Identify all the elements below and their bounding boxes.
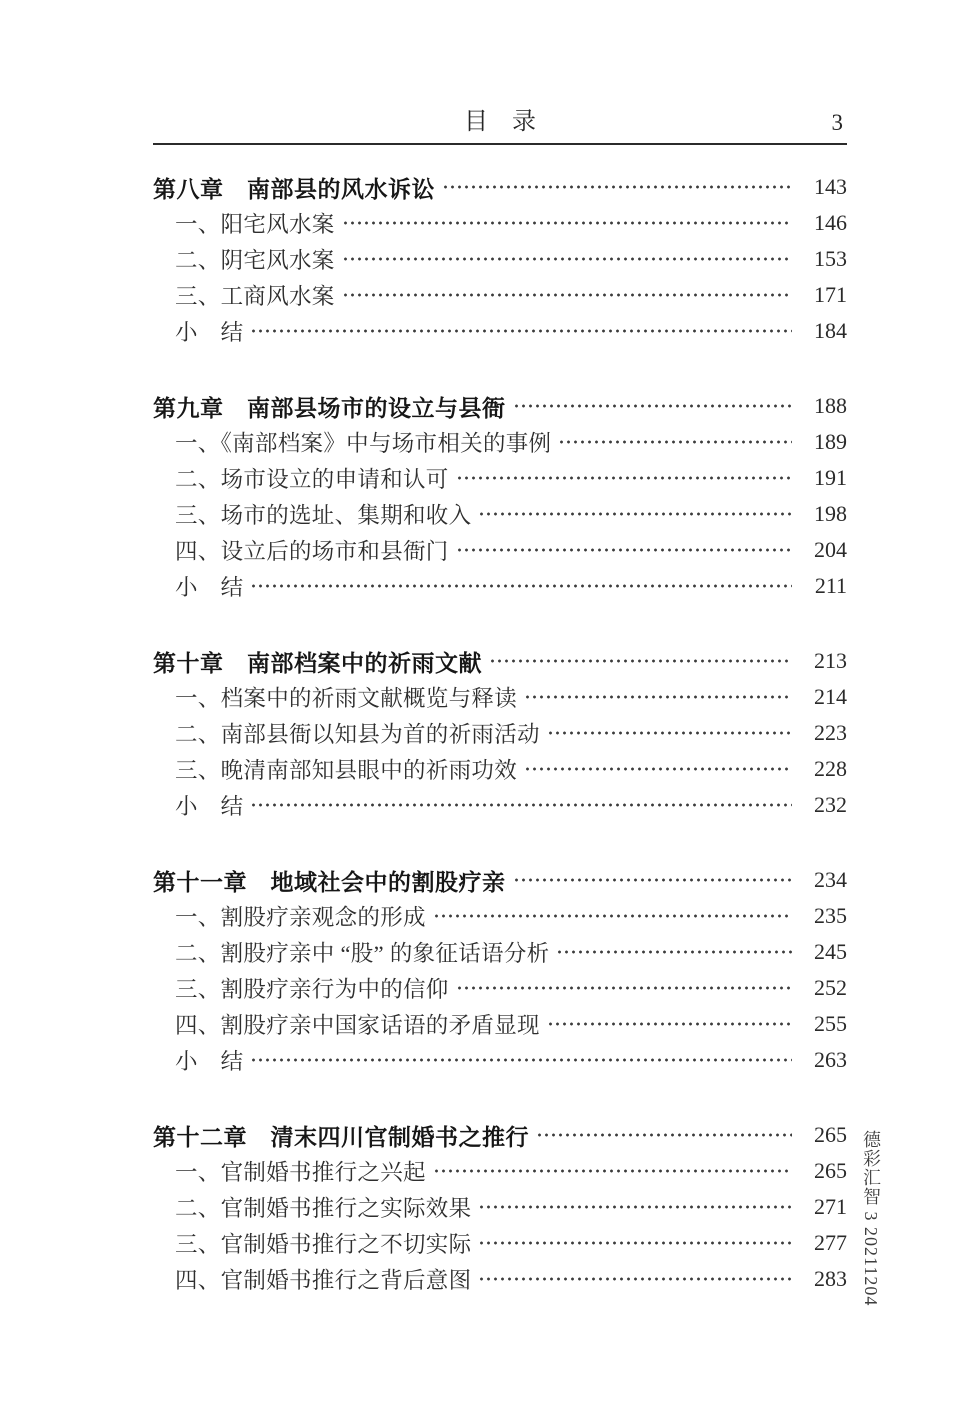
entry-title: 四、割股疗亲中国家话语的矛盾显现 xyxy=(175,1013,540,1038)
toc-entry-row xyxy=(153,679,847,715)
entry-page-number: 232 xyxy=(814,792,847,817)
toc-section xyxy=(153,862,847,1078)
entry-title: 二、阴宅风水案 xyxy=(175,248,335,273)
page-header xyxy=(153,108,847,145)
entry-title: 二、割股疗亲中 “股” 的象征话语分析 xyxy=(175,941,550,966)
entry-page-number: 283 xyxy=(814,1266,847,1291)
toc-chapter-row xyxy=(153,388,847,424)
toc-entry-row xyxy=(153,787,847,823)
toc-chapter-row xyxy=(153,643,847,679)
entry-page-number: 245 xyxy=(814,939,847,964)
toc-entry-row xyxy=(153,898,847,934)
toc-section xyxy=(153,643,847,823)
edge-vertical-watermark: 德彩汇智 3 20211204 xyxy=(861,1130,881,1307)
chapter-page-number: 188 xyxy=(814,393,847,418)
toc-entry-row xyxy=(153,1261,847,1297)
entry-page-number: 214 xyxy=(814,684,847,709)
entry-page-number: 223 xyxy=(814,720,847,745)
entry-page-number: 211 xyxy=(814,573,847,598)
toc-entry-row xyxy=(153,1189,847,1225)
toc-entry-row xyxy=(153,934,847,970)
entry-title: 一、《南部档案》中与场市相关的事例 xyxy=(175,431,552,456)
toc-entry-row xyxy=(153,277,847,313)
toc-entry-row xyxy=(153,1006,847,1042)
toc-entry-row xyxy=(153,532,847,568)
chapter-title: 第十章 南部档案中的祈雨文献 xyxy=(153,649,482,676)
entry-page-number: 189 xyxy=(814,429,847,454)
toc-section xyxy=(153,169,847,349)
dot-leader xyxy=(547,1006,792,1042)
dot-leader xyxy=(524,679,792,715)
toc-entry-row xyxy=(153,970,847,1006)
entry-page-number: 171 xyxy=(814,282,847,307)
entry-page-number: 271 xyxy=(814,1194,847,1219)
entry-title: 小 结 xyxy=(175,794,244,819)
toc-entry-row xyxy=(153,496,847,532)
toc-entry-row xyxy=(153,205,847,241)
dot-leader xyxy=(513,862,793,898)
toc-entry-row xyxy=(153,1153,847,1189)
dot-leader xyxy=(433,1153,792,1189)
header-page-number: 3 xyxy=(831,110,843,135)
entry-title: 二、官制婚书推行之实际效果 xyxy=(175,1196,472,1221)
entry-page-number: 191 xyxy=(814,465,847,490)
entry-page-number: 277 xyxy=(814,1230,847,1255)
entry-title: 一、官制婚书推行之兴起 xyxy=(175,1160,426,1185)
dot-leader xyxy=(478,1261,792,1297)
toc-entry-row xyxy=(153,1225,847,1261)
entry-title: 三、工商风水案 xyxy=(175,284,335,309)
entry-title: 二、南部县衙以知县为首的祈雨活动 xyxy=(175,722,540,747)
entry-page-number: 263 xyxy=(814,1047,847,1072)
chapter-page-number: 213 xyxy=(814,648,847,673)
dot-leader xyxy=(342,205,792,241)
dot-leader xyxy=(342,241,792,277)
entry-page-number: 204 xyxy=(814,537,847,562)
entry-page-number: 184 xyxy=(814,318,847,343)
toc-entry-row xyxy=(153,1042,847,1078)
dot-leader xyxy=(558,424,792,460)
page-title: 目 录 xyxy=(464,109,536,135)
entry-title: 四、官制婚书推行之背后意图 xyxy=(175,1268,472,1293)
entry-page-number: 235 xyxy=(814,903,847,928)
toc-chapter-row xyxy=(153,1117,847,1153)
dot-leader xyxy=(478,1225,792,1261)
chapter-title: 第十二章 清末四川官制婚书之推行 xyxy=(153,1123,529,1150)
entry-title: 一、割股疗亲观念的形成 xyxy=(175,905,426,930)
dot-leader xyxy=(536,1117,792,1153)
entry-page-number: 265 xyxy=(814,1158,847,1183)
toc-chapter-row xyxy=(153,169,847,205)
dot-leader xyxy=(456,970,792,1006)
entry-page-number: 228 xyxy=(814,756,847,781)
toc-entry-row xyxy=(153,241,847,277)
dot-leader xyxy=(456,460,792,496)
entry-title: 三、割股疗亲行为中的信仰 xyxy=(175,977,449,1002)
dot-leader xyxy=(489,643,792,679)
dot-leader xyxy=(342,277,792,313)
dot-leader xyxy=(478,496,792,532)
entry-title: 一、阳宅风水案 xyxy=(175,212,335,237)
toc-entry-row xyxy=(153,424,847,460)
entry-page-number: 198 xyxy=(814,501,847,526)
toc-list xyxy=(153,151,847,1297)
dot-leader xyxy=(433,898,792,934)
dot-leader xyxy=(513,388,793,424)
entry-page-number: 146 xyxy=(814,210,847,235)
entry-page-number: 252 xyxy=(814,975,847,1000)
toc-entry-row xyxy=(153,460,847,496)
entry-page-number: 153 xyxy=(814,246,847,271)
entry-title: 四、设立后的场市和县衙门 xyxy=(175,539,449,564)
entry-title: 二、场市设立的申请和认可 xyxy=(175,467,449,492)
dot-leader xyxy=(456,532,792,568)
toc-section xyxy=(153,1117,847,1297)
entry-title: 三、晚清南部知县眼中的祈雨功效 xyxy=(175,758,518,783)
entry-page-number: 255 xyxy=(814,1011,847,1036)
dot-leader xyxy=(250,568,792,604)
toc-chapter-row xyxy=(153,862,847,898)
chapter-page-number: 143 xyxy=(814,174,847,199)
toc-section xyxy=(153,388,847,604)
toc-entry-row xyxy=(153,715,847,751)
dot-leader xyxy=(442,169,792,205)
toc-entry-row xyxy=(153,313,847,349)
toc-entry-row xyxy=(153,751,847,787)
dot-leader xyxy=(547,715,792,751)
entry-title: 小 结 xyxy=(175,320,244,345)
dot-leader xyxy=(250,313,792,349)
chapter-title: 第八章 南部县的风水诉讼 xyxy=(153,175,435,202)
entry-title: 小 结 xyxy=(175,575,244,600)
dot-leader xyxy=(524,751,792,787)
entry-title: 三、官制婚书推行之不切实际 xyxy=(175,1232,472,1257)
chapter-title: 第十一章 地域社会中的割股疗亲 xyxy=(153,868,506,895)
entry-title: 小 结 xyxy=(175,1049,244,1074)
entry-title: 三、场市的选址、集期和收入 xyxy=(175,503,472,528)
dot-leader xyxy=(556,934,792,970)
chapter-page-number: 234 xyxy=(814,867,847,892)
chapter-title: 第九章 南部县场市的设立与县衙 xyxy=(153,394,506,421)
toc-entry-row xyxy=(153,568,847,604)
entry-title: 一、档案中的祈雨文献概览与释读 xyxy=(175,686,518,711)
chapter-page-number: 265 xyxy=(814,1122,847,1147)
dot-leader xyxy=(478,1189,792,1225)
dot-leader xyxy=(250,1042,792,1078)
dot-leader xyxy=(250,787,792,823)
